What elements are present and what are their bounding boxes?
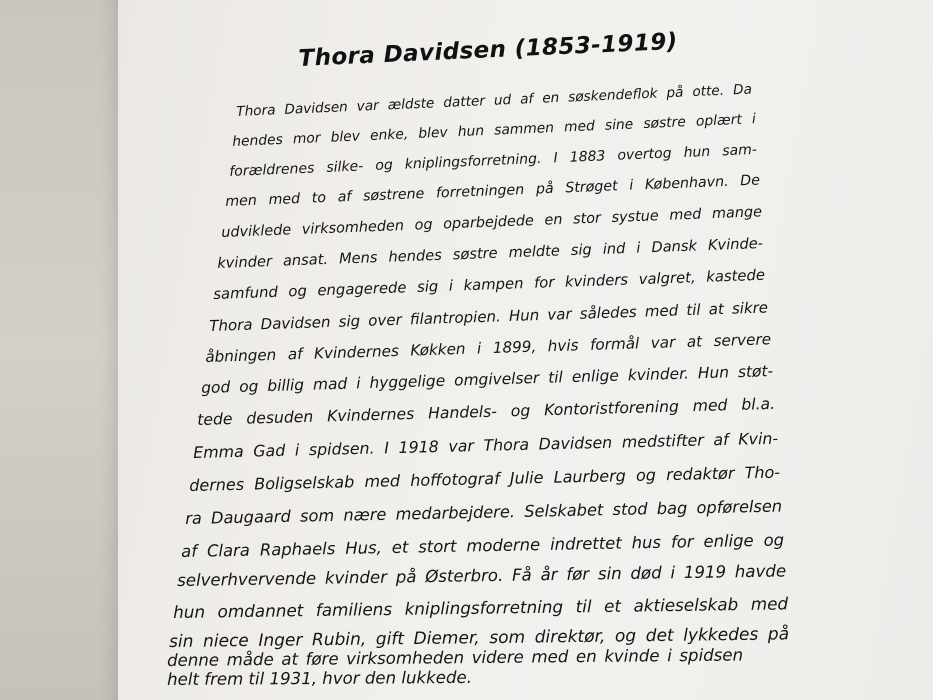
body-line: denne måde at føre virksomheden videre med en kvinde i spidsen <box>167 645 744 670</box>
body-line: af Clara Raphaels Hus, et stort moderne indrettet hus for enlige og <box>181 530 785 561</box>
body-line: helt frem til 1931, hvor den lukkede. <box>167 667 473 689</box>
body-line: samfund og engagerede sig i kampen for kvinders valgret, kastede <box>213 266 766 303</box>
body-line: Thora Davidsen sig over filantropien. Hun var således med til at sikre <box>209 298 769 335</box>
body-line: åbningen af Kvindernes Køkken i 1899, hvis formål var at servere <box>205 330 772 366</box>
body-line: hendes mor blev enke, blev hun sammen med sine søstre oplært i <box>232 111 757 150</box>
body-line: tede desuden Kvindernes Handels- og Kontoristforening med bl.a. <box>197 394 776 429</box>
body-line: udviklede virksomheden og oparbejdede en stor systue med mange <box>221 204 763 241</box>
body-line: Emma Gad i spidsen. I 1918 var Thora Davidsen medstifter af Kvin- <box>193 428 779 462</box>
body-line: forældrenes silke- og kniplingsforretning. I 1883 overtog hun sam- <box>229 141 758 180</box>
body-line: sin niece Inger Rubin, gift Diemer, som direktør, og det lykkedes på <box>169 624 790 652</box>
body-line: god og billig mad i hyggelige omgivelser til enlige kvinder. Hun støt- <box>201 362 774 397</box>
document-title: Thora Davidsen (1853-1919) <box>298 28 679 72</box>
body-line: selverhvervende kvinder på Østerbro. Få år før sin død i 1919 havde <box>177 561 787 590</box>
body-line: ra Daugaard som nære medarbejdere. Selskabet stod bag opførelsen <box>185 496 783 528</box>
body-line: men med to af søstrene forretningen på Strøget i København. De <box>225 172 761 210</box>
body-line: dernes Boligselskab med hoffotograf Julie Laurberg og redaktør Tho- <box>189 462 781 495</box>
body-line: Thora Davidsen var ældste datter ud af en søskendeflok på otte. Da <box>236 81 753 120</box>
body-line: hun omdannet familiens kniplingsforretning til et aktieselskab med <box>173 593 789 622</box>
body-line: kvinder ansat. Mens hendes søstre meldte sig ind i Dansk Kvinde- <box>217 234 764 272</box>
